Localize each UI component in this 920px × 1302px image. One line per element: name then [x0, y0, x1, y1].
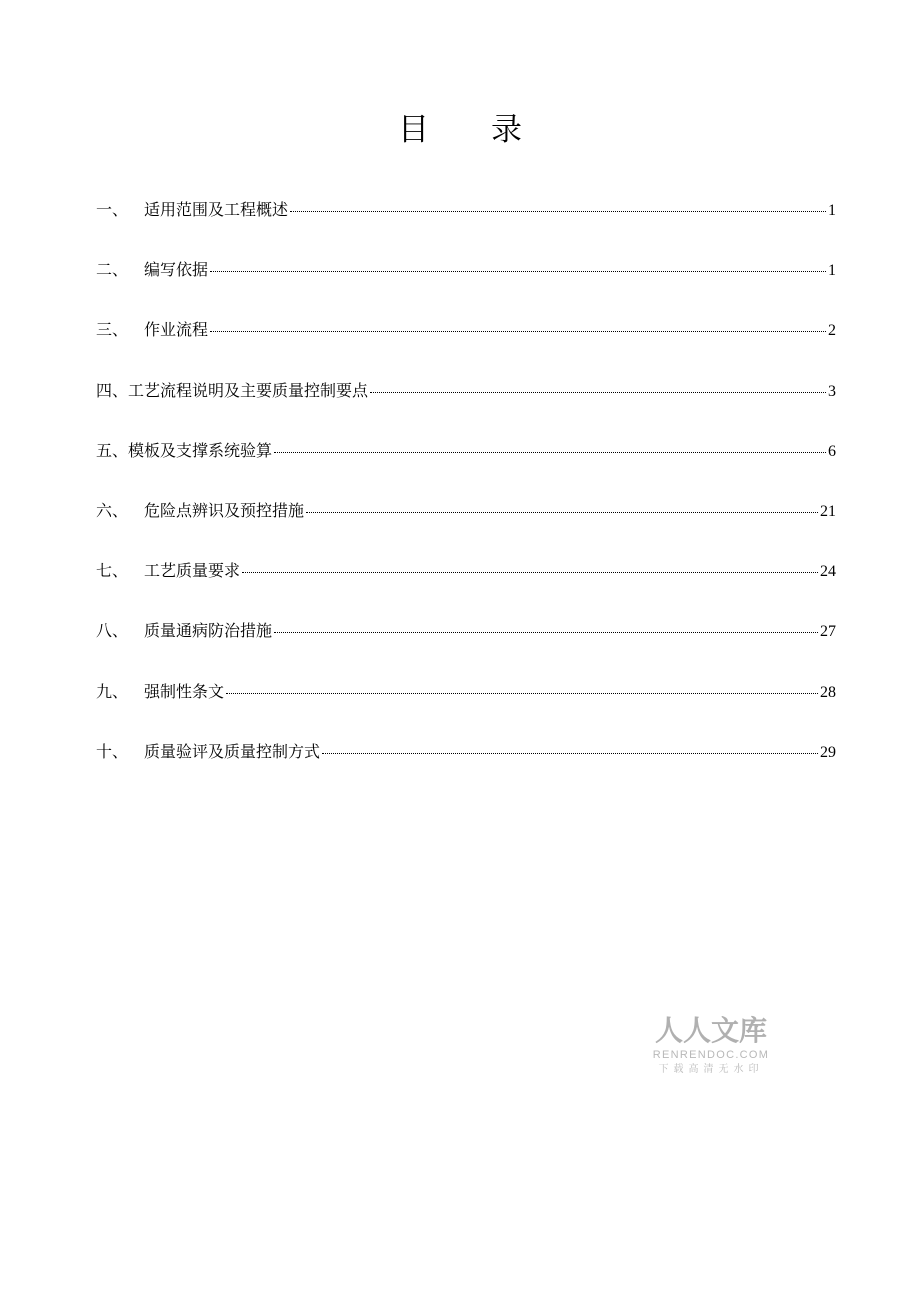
dot-leader — [210, 331, 826, 332]
toc-number: 九、 — [96, 681, 129, 701]
watermark-tagline: 下载高清无水印 — [658, 1064, 764, 1075]
watermark — [646, 1014, 776, 1078]
toc-page-number: 1 — [828, 202, 836, 219]
toc-number: 二、 — [96, 260, 129, 280]
dot-leader — [306, 512, 818, 513]
toc-number: 一、 — [96, 200, 129, 219]
watermark-logo: 人人文库 — [654, 1014, 767, 1047]
toc-number: 十、 — [96, 741, 129, 761]
table-of-contents — [96, 197, 836, 799]
toc-number: 七、 — [96, 561, 129, 581]
dot-leader — [322, 753, 818, 754]
toc-page-number: 3 — [828, 382, 836, 400]
toc-page-number: 29 — [820, 743, 836, 761]
toc-page-number: 1 — [828, 262, 836, 280]
toc-page-number: 6 — [828, 442, 836, 460]
dot-leader — [274, 632, 818, 633]
dot-leader — [226, 693, 818, 694]
dot-leader — [290, 211, 826, 212]
toc-number: 四、 — [96, 380, 129, 400]
toc-entry-1[interactable] — [96, 197, 836, 257]
toc-heading: 危险点辨识及预控措施 — [144, 500, 305, 520]
toc-heading: 适用范围及工程概述 — [144, 200, 289, 219]
title-char-1: 目 — [398, 112, 429, 148]
toc-entry-2[interactable] — [96, 257, 836, 317]
toc-entry-5[interactable] — [96, 438, 836, 498]
toc-number: 三、 — [96, 320, 129, 340]
toc-heading: 强制性条文 — [144, 681, 225, 701]
dot-leader — [370, 392, 826, 393]
toc-entry-4[interactable] — [96, 378, 836, 438]
toc-page-number: 2 — [828, 322, 836, 340]
toc-number: 五、 — [96, 440, 129, 460]
toc-page-number: 28 — [820, 683, 836, 701]
toc-heading: 质量通病防治措施 — [144, 621, 273, 641]
toc-entry-10[interactable] — [96, 739, 836, 799]
toc-heading: 工艺流程说明及主要质量控制要点 — [128, 380, 369, 400]
page-title — [0, 108, 920, 152]
toc-heading: 编写依据 — [144, 260, 209, 280]
toc-number: 六、 — [96, 500, 129, 520]
dot-leader — [242, 572, 818, 573]
dot-leader — [274, 452, 826, 453]
toc-heading: 工艺质量要求 — [144, 561, 241, 581]
toc-entry-3[interactable] — [96, 317, 836, 377]
toc-heading: 模板及支撑系统验算 — [128, 440, 273, 460]
toc-heading: 质量验评及质量控制方式 — [144, 741, 321, 761]
toc-number: 八、 — [96, 621, 129, 641]
toc-page-number: 24 — [820, 563, 836, 581]
title-char-2: 录 — [491, 112, 522, 148]
toc-page-number: 21 — [820, 502, 836, 520]
toc-entry-9[interactable] — [96, 679, 836, 739]
watermark-url: RENRENDOC.COM — [652, 1049, 770, 1061]
toc-page-number: 27 — [820, 623, 836, 641]
toc-entry-8[interactable] — [96, 618, 836, 678]
dot-leader — [210, 271, 826, 272]
toc-entry-6[interactable] — [96, 498, 836, 558]
toc-entry-7[interactable] — [96, 558, 836, 618]
toc-heading: 作业流程 — [144, 320, 209, 340]
